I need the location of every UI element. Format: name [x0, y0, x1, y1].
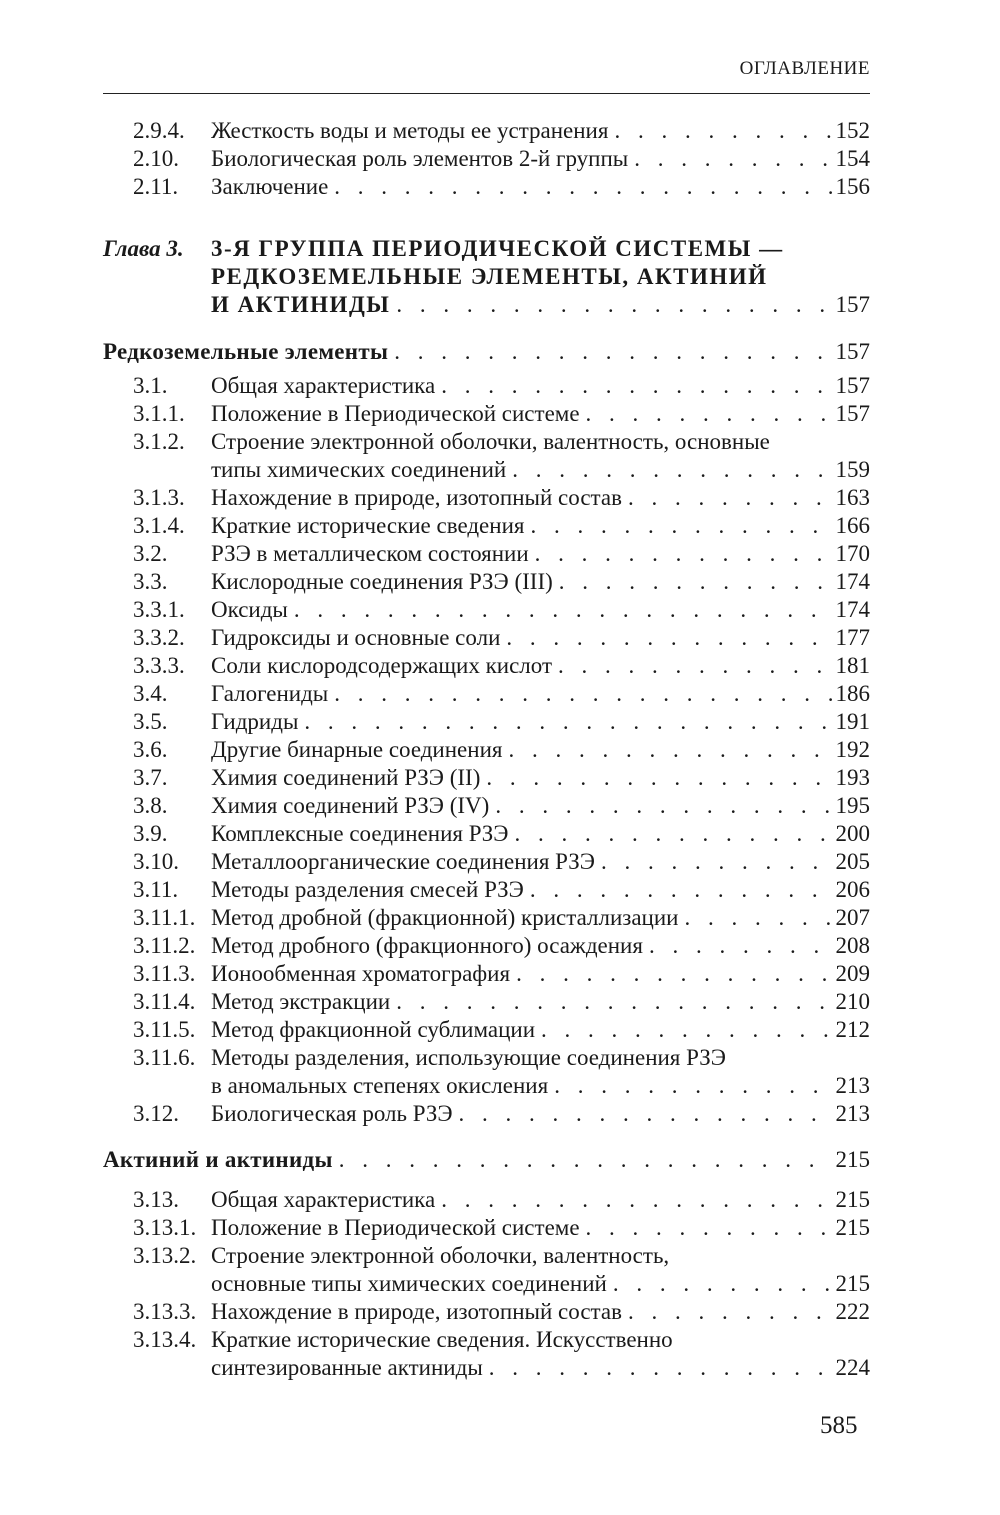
- entry-page: 222: [835, 1299, 870, 1324]
- section-page: 157: [835, 339, 870, 364]
- toc-entry[interactable]: [103, 708, 870, 736]
- entry-page: 163: [835, 485, 870, 510]
- entry-number: 3.1.1.: [133, 401, 185, 426]
- entry-number: 3.13.3.: [133, 1299, 197, 1324]
- dot-leader: [506, 624, 831, 652]
- entry-number: 3.7.: [133, 765, 168, 790]
- toc-entry[interactable]: [103, 596, 870, 624]
- entry-title: Соли кислородсодержащих кислот: [211, 653, 553, 678]
- entry-number: 3.13.4.: [133, 1327, 197, 1352]
- entry-number: 3.11.: [133, 877, 179, 902]
- entry-title: Краткие исторические сведения: [211, 513, 525, 538]
- entry-title: Металлоорганические соединения РЗЭ: [211, 849, 595, 874]
- entry-page: 213: [835, 1101, 870, 1126]
- dot-leader: [530, 876, 832, 904]
- dot-leader: [489, 1354, 832, 1382]
- entry-title: Нахождение в природе, изотопный состав: [211, 1299, 622, 1324]
- entry-number: 3.3.1.: [133, 597, 185, 622]
- dot-leader: [441, 1186, 831, 1214]
- dot-leader: [586, 1214, 832, 1242]
- entry-page: 208: [835, 933, 870, 958]
- entry-title: Комплексные соединения РЗЭ: [211, 821, 509, 846]
- entry-number: 3.11.4.: [133, 989, 196, 1014]
- toc-entry[interactable]: [103, 820, 870, 848]
- dot-leader: [394, 338, 831, 366]
- entry-number: 3.11.1.: [133, 905, 196, 930]
- entry-number: 2.9.4.: [133, 118, 185, 143]
- entry-title: типы химических соединений: [211, 457, 507, 482]
- dot-leader: [628, 484, 832, 512]
- entry-title: Химия соединений РЗЭ (IV): [211, 793, 490, 818]
- dot-leader: [339, 1146, 832, 1174]
- toc-entry[interactable]: [103, 960, 870, 988]
- dot-leader: [535, 540, 832, 568]
- page-number: 585: [820, 1412, 858, 1439]
- entry-page: 215: [835, 1187, 870, 1212]
- dot-leader: [554, 1072, 831, 1100]
- entry-title: Биологическая роль элементов 2-й группы: [211, 146, 629, 171]
- dot-leader: [601, 848, 832, 876]
- entry-title: в аномальных степенях окисления: [211, 1073, 549, 1098]
- section-heading[interactable]: [103, 1146, 870, 1174]
- entry-title: Гидриды: [211, 709, 299, 734]
- dot-leader: [614, 117, 831, 145]
- entry-number: 3.11.3.: [133, 961, 196, 986]
- dot-leader: [628, 1298, 832, 1326]
- entry-page: 205: [835, 849, 870, 874]
- dot-leader: [613, 1270, 832, 1298]
- dot-leader: [512, 456, 831, 484]
- entry-number: 3.10.: [133, 849, 179, 874]
- entry-page: 186: [835, 681, 870, 706]
- toc-entry[interactable]: [103, 428, 870, 456]
- entry-title: Нахождение в природе, изотопный состав: [211, 485, 622, 510]
- entry-number: 3.3.3.: [133, 653, 185, 678]
- entry-page: 195: [835, 793, 870, 818]
- entry-title: Положение в Периодической системе: [211, 401, 580, 426]
- dot-leader: [586, 400, 832, 428]
- entry-title: РЗЭ в металлическом состоянии: [211, 541, 529, 566]
- entry-title: Химия соединений РЗЭ (II): [211, 765, 481, 790]
- section-title: Редкоземельные элементы: [103, 339, 389, 364]
- toc-entry[interactable]: [103, 652, 870, 680]
- entry-number: 3.1.: [133, 373, 168, 398]
- chapter-title-line-1: 3-Я ГРУППА ПЕРИОДИЧЕСКОЙ СИСТЕМЫ —: [211, 236, 784, 261]
- toc-entry[interactable]: [103, 1298, 870, 1326]
- entry-title: Оксиды: [211, 597, 288, 622]
- dot-leader: [634, 145, 831, 173]
- toc-entry-continuation[interactable]: [103, 1072, 870, 1100]
- entry-number: 3.13.: [133, 1187, 179, 1212]
- dot-leader: [396, 291, 831, 319]
- entry-page: 159: [835, 457, 870, 482]
- dot-leader: [530, 512, 831, 540]
- toc-entry[interactable]: [103, 736, 870, 764]
- dot-leader: [304, 708, 831, 736]
- chapter-heading-line-3[interactable]: [103, 291, 870, 319]
- entry-title: синтезированные актиниды: [211, 1355, 483, 1380]
- entry-page: 200: [835, 821, 870, 846]
- toc-entry[interactable]: [103, 848, 870, 876]
- toc-entry[interactable]: [103, 904, 870, 932]
- toc-entry[interactable]: [103, 1242, 870, 1270]
- entry-title: Гидроксиды и основные соли: [211, 625, 501, 650]
- toc-entry[interactable]: [103, 173, 870, 201]
- entry-title: Метод фракционной сублимации: [211, 1017, 536, 1042]
- toc-entry[interactable]: [103, 792, 870, 820]
- dot-leader: [541, 1016, 831, 1044]
- entry-page: 191: [835, 709, 870, 734]
- toc-entry-continuation[interactable]: [103, 456, 870, 484]
- toc-entry[interactable]: [103, 876, 870, 904]
- toc-entry[interactable]: [103, 484, 870, 512]
- chapter-title-line-2: РЕДКОЗЕМЕЛЬНЫЕ ЭЛЕМЕНТЫ, АКТИНИЙ: [211, 264, 768, 289]
- entry-title: Положение в Периодической системе: [211, 1215, 580, 1240]
- entry-title: Общая характеристика: [211, 1187, 436, 1212]
- entry-title: Другие бинарные соединения: [211, 737, 503, 762]
- entry-number: 3.11.5.: [133, 1017, 196, 1042]
- section-heading[interactable]: [103, 338, 870, 366]
- entry-number: 3.11.6.: [133, 1045, 196, 1070]
- toc-entry[interactable]: [103, 1100, 870, 1128]
- header-rule: [103, 93, 870, 94]
- toc-entry[interactable]: [103, 568, 870, 596]
- dot-leader: [294, 596, 832, 624]
- chapter-page: 157: [835, 292, 870, 317]
- entry-title: Метод дробной (фракционной) кристаллизации: [211, 905, 679, 930]
- toc-entry-continuation[interactable]: [103, 1354, 870, 1382]
- chapter-title-line-3: И АКТИНИДЫ: [211, 292, 391, 317]
- entry-title: Ионообменная хроматография: [211, 961, 511, 986]
- entry-title: Биологическая роль РЗЭ: [211, 1101, 453, 1126]
- chapter-heading-line-1[interactable]: [103, 235, 870, 263]
- dot-leader: [684, 904, 831, 932]
- entry-page: 154: [835, 146, 870, 171]
- dot-leader: [558, 652, 831, 680]
- entry-number: 3.1.3.: [133, 485, 185, 510]
- entry-page: 212: [835, 1017, 870, 1042]
- toc-entry[interactable]: [103, 680, 870, 708]
- entry-number: 3.11.2.: [133, 933, 196, 958]
- entry-page: 157: [835, 373, 870, 398]
- entry-title: Метод экстракции: [211, 989, 391, 1014]
- entry-number: 3.3.: [133, 569, 168, 594]
- entry-number: 3.5.: [133, 709, 168, 734]
- dot-leader: [516, 960, 831, 988]
- dot-leader: [495, 792, 831, 820]
- toc-entry[interactable]: [103, 512, 870, 540]
- dot-leader: [649, 932, 832, 960]
- toc-entry[interactable]: [103, 1326, 870, 1354]
- entry-page: 215: [835, 1271, 870, 1296]
- entry-title: Общая характеристика: [211, 373, 436, 398]
- entry-page: 192: [835, 737, 870, 762]
- entry-page: 207: [835, 905, 870, 930]
- toc-entry[interactable]: [103, 145, 870, 173]
- toc-entry[interactable]: [103, 372, 870, 400]
- entry-title-line-1: Методы разделения, использующие соединения РЗЭ: [211, 1045, 726, 1070]
- entry-number: 3.13.1.: [133, 1215, 197, 1240]
- entry-page: 181: [835, 653, 870, 678]
- entry-page: 210: [835, 989, 870, 1014]
- toc-entry-continuation[interactable]: [103, 1270, 870, 1298]
- toc-entry[interactable]: [103, 1186, 870, 1214]
- chapter-label: Глава 3.: [103, 236, 184, 261]
- entry-title: Галогениды: [211, 681, 329, 706]
- entry-page: 215: [835, 1215, 870, 1240]
- entry-page: 170: [835, 541, 870, 566]
- dot-leader: [486, 764, 831, 792]
- entry-page: 177: [835, 625, 870, 650]
- toc-entry[interactable]: [103, 540, 870, 568]
- entry-title-line-1: Строение электронной оболочки, валентность,: [211, 1243, 670, 1268]
- entry-page: 209: [835, 961, 870, 986]
- dot-leader: [441, 372, 831, 400]
- entry-number: 3.4.: [133, 681, 168, 706]
- entry-page: 206: [835, 877, 870, 902]
- entry-title: Методы разделения смесей РЗЭ: [211, 877, 524, 902]
- running-header: ОГЛАВЛЕНИЕ: [739, 58, 870, 79]
- entry-number: 2.10.: [133, 146, 179, 171]
- dot-leader: [459, 1100, 832, 1128]
- entry-title: Заключение: [211, 174, 329, 199]
- toc-entry[interactable]: [103, 1214, 870, 1242]
- entry-page: 224: [835, 1355, 870, 1380]
- dot-leader: [334, 680, 831, 708]
- entry-number: 3.8.: [133, 793, 168, 818]
- chapter-heading-line-2: [103, 263, 870, 291]
- entry-title: Кислородные соединения РЗЭ (III): [211, 569, 553, 594]
- section-title: Актиний и актиниды: [103, 1147, 333, 1172]
- entry-number: 3.3.2.: [133, 625, 185, 650]
- entry-title-line-1: Краткие исторические сведения. Искусственно: [211, 1327, 673, 1352]
- entry-number: 3.2.: [133, 541, 168, 566]
- toc-entry[interactable]: [103, 400, 870, 428]
- section-page: 215: [835, 1147, 870, 1172]
- entry-page: 174: [835, 569, 870, 594]
- dot-leader: [508, 736, 831, 764]
- dot-leader: [334, 173, 831, 201]
- entry-title: Метод дробного (фракционного) осаждения: [211, 933, 643, 958]
- entry-page: 156: [835, 174, 870, 199]
- entry-page: 174: [835, 597, 870, 622]
- entry-page: 157: [835, 401, 870, 426]
- toc-entry[interactable]: [103, 624, 870, 652]
- toc-entry[interactable]: [103, 932, 870, 960]
- entry-title: основные типы химических соединений: [211, 1271, 607, 1296]
- dot-leader: [514, 820, 831, 848]
- entry-page: 193: [835, 765, 870, 790]
- entry-page: 213: [835, 1073, 870, 1098]
- dot-leader: [396, 988, 831, 1016]
- entry-number: 3.1.2.: [133, 429, 185, 454]
- entry-title-line-1: Строение электронной оболочки, валентность, основные: [211, 429, 770, 454]
- entry-number: 3.6.: [133, 737, 168, 762]
- toc-entry[interactable]: [103, 1016, 870, 1044]
- entry-number: 3.9.: [133, 821, 168, 846]
- toc-entry[interactable]: [103, 988, 870, 1016]
- toc-entry[interactable]: [103, 117, 870, 145]
- entry-page: 166: [835, 513, 870, 538]
- entry-number: 3.12.: [133, 1101, 179, 1126]
- entry-page: 152: [835, 118, 870, 143]
- toc-entry[interactable]: [103, 1044, 870, 1072]
- entry-number: 3.1.4.: [133, 513, 185, 538]
- toc-entry[interactable]: [103, 764, 870, 792]
- dot-leader: [559, 568, 832, 596]
- entry-number: 2.11.: [133, 174, 179, 199]
- entry-title: Жесткость воды и методы ее устранения: [211, 118, 609, 143]
- entry-number: 3.13.2.: [133, 1243, 197, 1268]
